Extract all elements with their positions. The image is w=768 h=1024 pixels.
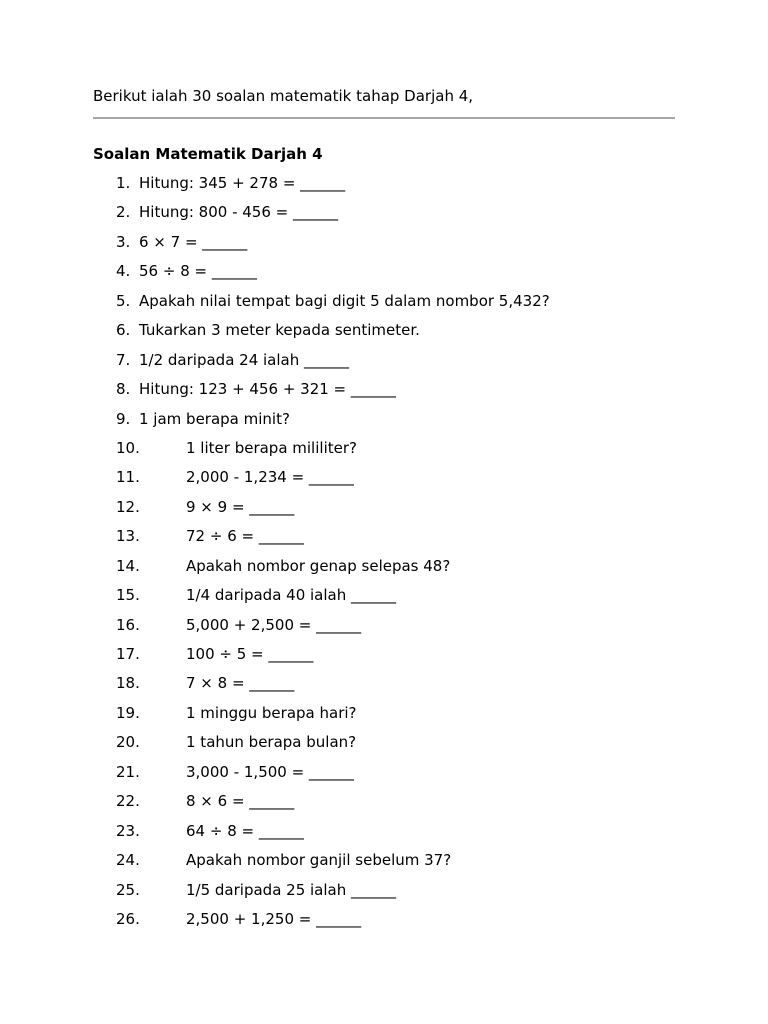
question-item xyxy=(0,880,768,909)
question-item xyxy=(0,821,768,850)
horizontal-divider xyxy=(93,117,675,119)
question-item xyxy=(0,732,768,761)
question-item xyxy=(0,703,768,732)
question-item xyxy=(0,556,768,585)
question-number: 13. xyxy=(116,527,140,546)
question-number: 15. xyxy=(116,586,140,605)
question-number: 25. xyxy=(116,880,140,899)
question-list xyxy=(0,173,768,938)
question-item xyxy=(0,850,768,879)
question-text: Hitung: 345 + 278 = ______ xyxy=(139,174,346,192)
question-item xyxy=(0,673,768,702)
question-text: 1 tahun berapa bulan? xyxy=(186,733,357,752)
question-item xyxy=(0,438,768,467)
question-item xyxy=(0,762,768,791)
question-number: 4. xyxy=(116,262,131,281)
question-number: 5. xyxy=(116,291,131,310)
question-number: 23. xyxy=(116,821,140,840)
question-item xyxy=(0,320,768,349)
question-number: 10. xyxy=(116,438,140,457)
question-text: 72 ÷ 6 = ______ xyxy=(186,527,304,546)
question-item xyxy=(0,615,768,644)
question-number: 12. xyxy=(116,497,140,516)
question-text: 3,000 - 1,500 = ______ xyxy=(186,762,354,781)
question-text: 1 minggu berapa hari? xyxy=(186,703,357,722)
question-number: 17. xyxy=(116,645,140,663)
question-text: 2,000 - 1,234 = ______ xyxy=(186,468,354,487)
question-text: Apakah nombor ganjil sebelum 37? xyxy=(186,851,452,870)
question-text: 5,000 + 2,500 = ______ xyxy=(186,615,362,634)
question-number: 11. xyxy=(116,468,140,487)
question-text: Apakah nombor genap selepas 48? xyxy=(186,556,451,575)
question-item xyxy=(0,644,768,673)
question-number: 8. xyxy=(116,380,131,399)
question-text: 56 ÷ 8 = ______ xyxy=(139,262,257,281)
question-item xyxy=(0,909,768,938)
question-item xyxy=(0,261,768,290)
question-text: 1/2 daripada 24 ialah ______ xyxy=(139,350,349,369)
question-number: 19. xyxy=(116,703,140,722)
question-text: Hitung: 123 + 456 + 321 = ______ xyxy=(139,380,396,399)
question-text: Hitung: 800 - 456 = ______ xyxy=(139,203,338,222)
question-number: 6. xyxy=(116,321,131,340)
question-text: 64 ÷ 8 = ______ xyxy=(186,821,304,840)
question-item xyxy=(0,497,768,526)
question-item xyxy=(0,232,768,261)
question-number: 16. xyxy=(116,615,140,634)
question-number: 24. xyxy=(116,851,140,870)
question-item xyxy=(0,526,768,555)
question-item xyxy=(0,173,768,202)
question-number: 2. xyxy=(116,203,131,222)
question-text: 100 ÷ 5 = ______ xyxy=(186,645,314,663)
question-item xyxy=(0,467,768,496)
question-item xyxy=(0,202,768,231)
question-number: 26. xyxy=(116,909,140,928)
question-text: 1 liter berapa mililiter? xyxy=(186,438,357,457)
question-text: Tukarkan 3 meter kepada sentimeter. xyxy=(139,321,420,340)
question-text: 1 jam berapa minit? xyxy=(139,409,290,428)
question-number: 14. xyxy=(116,556,140,575)
question-text: 6 × 7 = ______ xyxy=(139,232,248,251)
question-text: Apakah nilai tempat bagi digit 5 dalam nombor 5,432? xyxy=(139,291,550,310)
question-number: 7. xyxy=(116,350,131,369)
question-text: 8 × 6 = ______ xyxy=(186,792,295,811)
question-number: 9. xyxy=(116,409,131,428)
question-number: 18. xyxy=(116,674,140,693)
section-heading: Soalan Matematik Darjah 4 xyxy=(93,145,323,163)
question-item xyxy=(0,379,768,408)
question-number: 22. xyxy=(116,792,140,811)
question-item xyxy=(0,791,768,820)
question-text: 7 × 8 = ______ xyxy=(186,674,295,693)
question-item xyxy=(0,291,768,320)
question-item xyxy=(0,350,768,379)
question-text: 2,500 + 1,250 = ______ xyxy=(186,909,362,928)
question-number: 3. xyxy=(116,232,131,251)
intro-text: Berikut ialah 30 soalan matematik tahap Darjah 4, xyxy=(93,87,474,105)
question-text: 1/5 daripada 25 ialah ______ xyxy=(186,880,396,899)
question-text: 9 × 9 = ______ xyxy=(186,497,295,516)
question-number: 21. xyxy=(116,762,140,781)
question-item xyxy=(0,585,768,614)
question-number: 1. xyxy=(116,174,131,192)
question-number: 20. xyxy=(116,733,140,752)
question-text: 1/4 daripada 40 ialah ______ xyxy=(186,586,396,605)
question-item xyxy=(0,409,768,438)
